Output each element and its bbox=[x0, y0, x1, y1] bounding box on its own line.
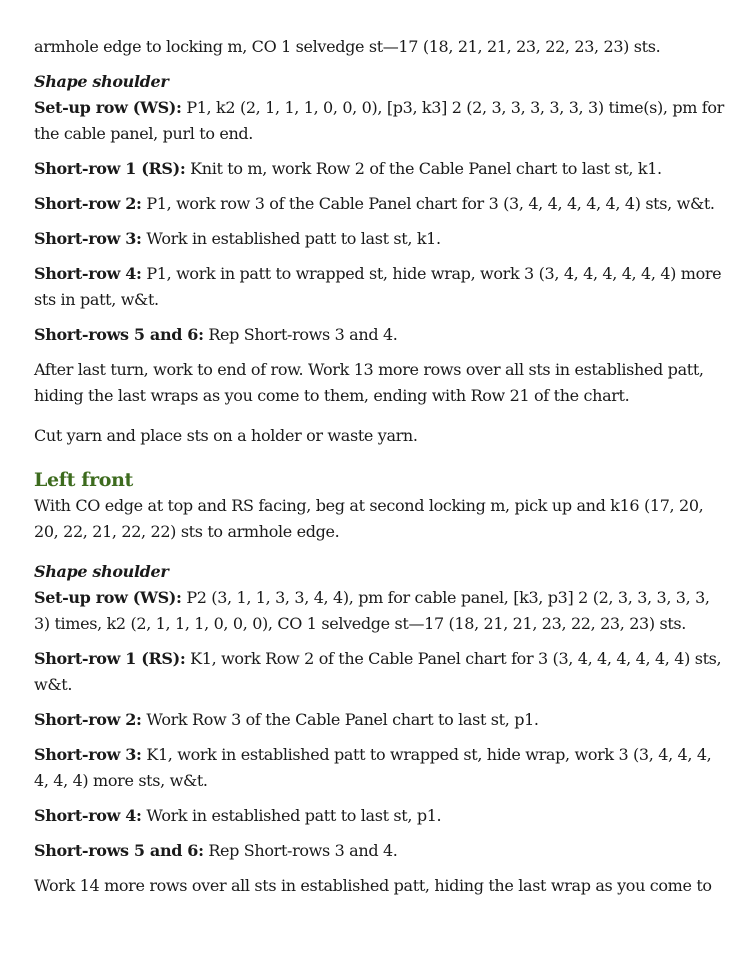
row-text: K1, work in established patt to wrapped st, hide wrap, work 3 (3, 4, 4, 4, 4, 4, 4) more sts, w&t. bbox=[34, 745, 712, 790]
row-text: P1, work row 3 of the Cable Panel chart for 3 (3, 4, 4, 4, 4, 4, 4) sts, w&t. bbox=[141, 194, 715, 213]
right-short-rows-5-6 bbox=[34, 322, 724, 348]
row-label: Short-row 1 (RS): bbox=[34, 159, 186, 178]
row-text: Work Row 3 of the Cable Panel chart to last st, p1. bbox=[141, 710, 539, 729]
left-shape-shoulder-subhead: Shape shoulder bbox=[34, 562, 169, 581]
row-label: Set-up row (WS): bbox=[34, 588, 182, 607]
left-final-line: Work 14 more rows over all sts in established patt, hiding the last wrap as you come to bbox=[34, 876, 712, 895]
row-text: P2 (3, 1, 1, 3, 3, 4, 4), pm for cable panel, [k3, p3] 2 (2, 3, 3, 3, 3, 3, 3) times, k2 (2, 1, 1, 1, 0, 0, 0), CO 1 selvedge st—17 (18, 21, 21, 23, 22, 23, 23) sts. bbox=[34, 588, 710, 633]
row-label: Short-row 1 (RS): bbox=[34, 649, 186, 668]
left-front-heading: Left front bbox=[34, 469, 133, 491]
row-label: Short-row 4: bbox=[34, 264, 142, 283]
left-short-row-3 bbox=[34, 742, 724, 794]
pattern-page bbox=[34, 34, 724, 908]
row-label: Short-row 3: bbox=[34, 229, 142, 248]
row-label: Short-rows 5 and 6: bbox=[34, 841, 204, 860]
right-after-turn: After last turn, work to end of row. Work 13 more rows over all sts in established patt, hiding the last wraps as you come to them, ending with Row 21 of the chart. bbox=[34, 360, 704, 405]
row-text: Rep Short-rows 3 and 4. bbox=[203, 841, 398, 860]
right-shape-shoulder-subhead: Shape shoulder bbox=[34, 72, 169, 91]
left-short-rows-5-6 bbox=[34, 838, 724, 864]
row-text: Rep Short-rows 3 and 4. bbox=[203, 325, 398, 344]
row-text: Work in established patt to last st, p1. bbox=[141, 806, 442, 825]
row-text: Knit to m, work Row 2 of the Cable Panel chart to last st, k1. bbox=[185, 159, 662, 178]
right-short-row-1 bbox=[34, 156, 724, 182]
right-setup-row bbox=[34, 95, 724, 147]
intro-line: armhole edge to locking m, CO 1 selvedge st—17 (18, 21, 21, 23, 22, 23, 23) sts. bbox=[34, 37, 661, 56]
row-text: P1, k2 (2, 1, 1, 1, 0, 0, 0), [p3, k3] 2 (2, 3, 3, 3, 3, 3, 3) time(s), pm for the cable panel, purl to end. bbox=[34, 98, 724, 143]
row-label: Short-row 2: bbox=[34, 710, 142, 729]
left-setup-row bbox=[34, 585, 724, 637]
row-label: Short-rows 5 and 6: bbox=[34, 325, 204, 344]
row-label: Short-row 4: bbox=[34, 806, 142, 825]
row-text: Work in established patt to last st, k1. bbox=[141, 229, 441, 248]
right-cut-yarn: Cut yarn and place sts on a holder or waste yarn. bbox=[34, 426, 418, 445]
left-front-intro: With CO edge at top and RS facing, beg at second locking m, pick up and k16 (17, 20, 20, 22, 21, 22, 22) sts to armhole edge. bbox=[34, 496, 704, 541]
row-label: Short-row 3: bbox=[34, 745, 142, 764]
right-short-row-3 bbox=[34, 226, 724, 252]
row-text: P1, work in patt to wrapped st, hide wrap, work 3 (3, 4, 4, 4, 4, 4, 4) more sts in patt, w&t. bbox=[34, 264, 722, 309]
left-short-row-2 bbox=[34, 707, 724, 733]
row-label: Short-row 2: bbox=[34, 194, 142, 213]
right-short-row-4 bbox=[34, 261, 724, 313]
row-text: K1, work Row 2 of the Cable Panel chart for 3 (3, 4, 4, 4, 4, 4, 4) sts, w&t. bbox=[34, 649, 722, 694]
row-label: Set-up row (WS): bbox=[34, 98, 182, 117]
left-short-row-4 bbox=[34, 803, 724, 829]
left-short-row-1 bbox=[34, 646, 724, 698]
right-short-row-2 bbox=[34, 191, 724, 217]
